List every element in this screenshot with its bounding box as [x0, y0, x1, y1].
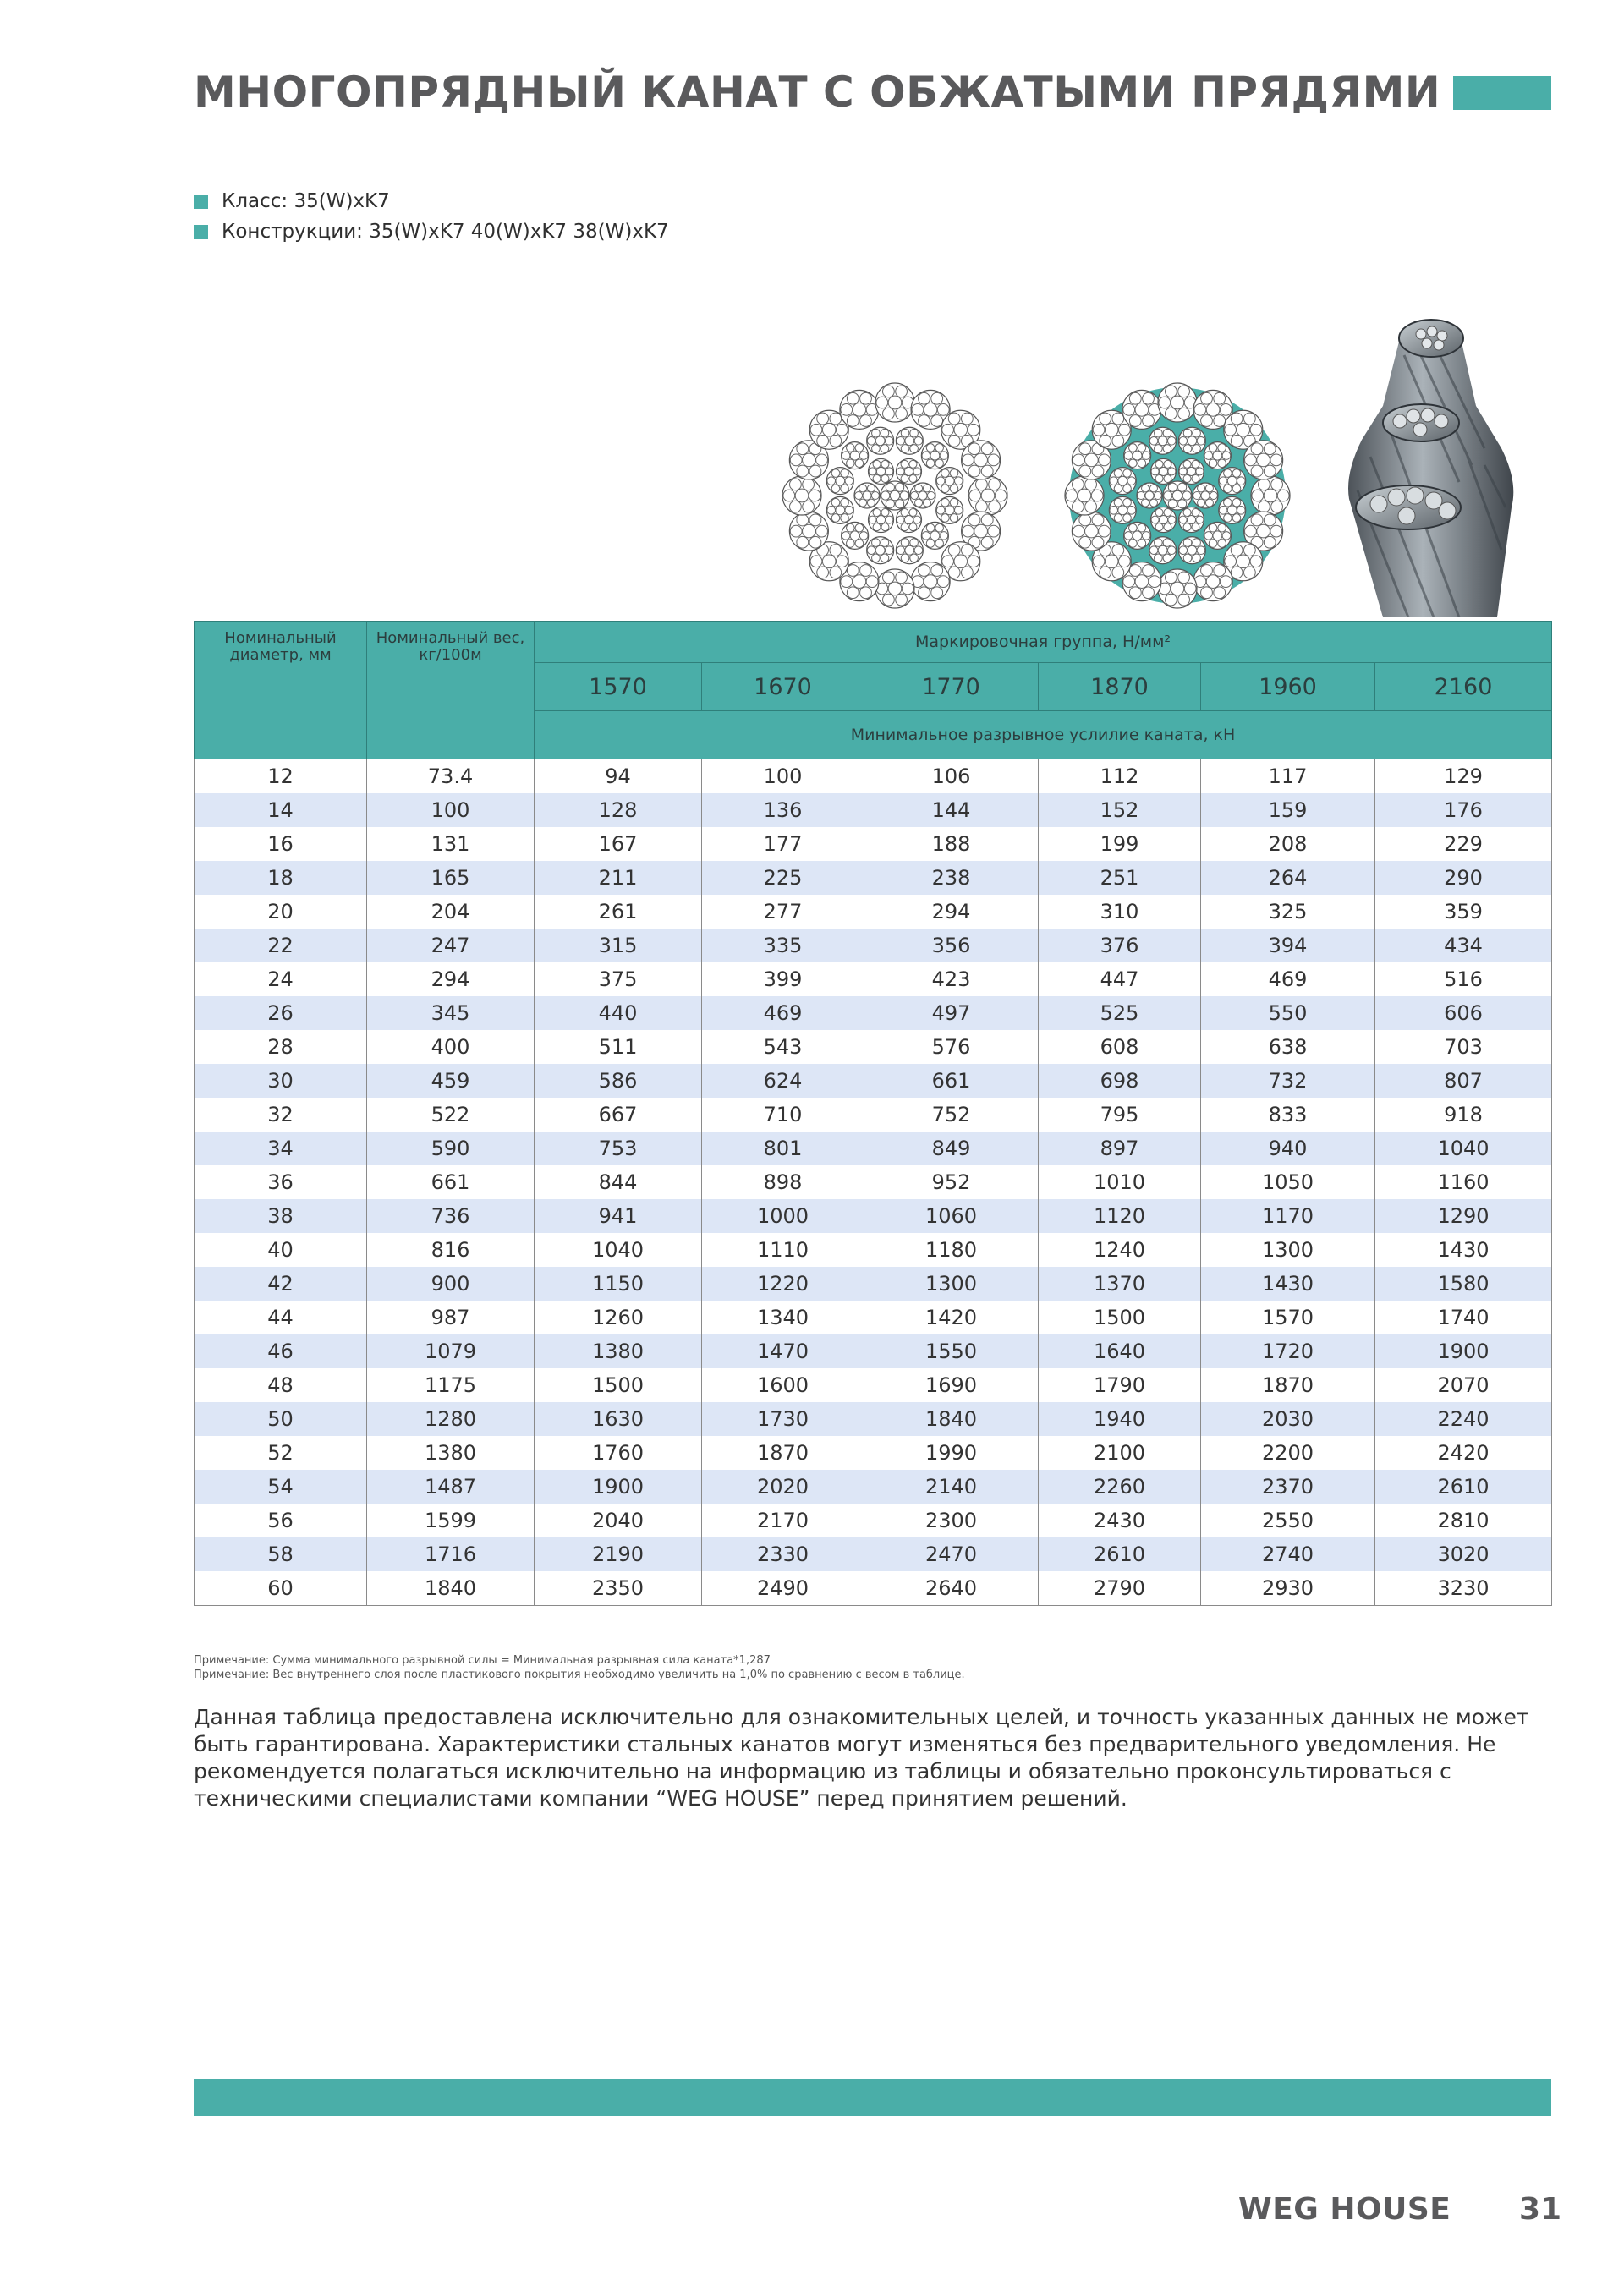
cell-force: 586	[535, 1064, 702, 1098]
cell-force: 440	[535, 996, 702, 1030]
cell-diameter: 50	[195, 1402, 367, 1436]
cell-weight: 590	[367, 1132, 535, 1165]
table-row	[195, 793, 1552, 827]
cell-diameter: 42	[195, 1267, 367, 1301]
table-row	[195, 1199, 1552, 1233]
cell-force: 1220	[702, 1267, 864, 1301]
cell-force: 807	[1375, 1064, 1552, 1098]
cell-force: 375	[535, 962, 702, 996]
cell-force: 1570	[1201, 1301, 1375, 1334]
cell-force: 844	[535, 1165, 702, 1199]
cell-weight: 1487	[367, 1470, 535, 1504]
cell-force: 199	[1039, 827, 1201, 861]
header-diameter: Номинальный диаметр, мм	[195, 622, 367, 759]
cell-force: 1380	[535, 1334, 702, 1368]
table-row	[195, 996, 1552, 1030]
cell-force: 516	[1375, 962, 1552, 996]
cell-force: 801	[702, 1132, 864, 1165]
cell-force: 2640	[864, 1571, 1039, 1606]
cell-force: 394	[1201, 929, 1375, 962]
cell-force: 159	[1201, 793, 1375, 827]
cell-force: 940	[1201, 1132, 1375, 1165]
cell-force: 1170	[1201, 1199, 1375, 1233]
rope-photo-illustration	[1332, 304, 1527, 617]
cell-force: 2330	[702, 1537, 864, 1571]
table-row	[195, 1334, 1552, 1368]
bullet-square-icon	[194, 225, 208, 239]
cell-force: 2070	[1375, 1368, 1552, 1402]
cell-force: 2020	[702, 1470, 864, 1504]
cell-force: 624	[702, 1064, 864, 1098]
table-row	[195, 1470, 1552, 1504]
table-row	[195, 861, 1552, 895]
notes	[194, 1653, 965, 1682]
cell-force: 1300	[1201, 1233, 1375, 1267]
cell-force: 525	[1039, 996, 1201, 1030]
cell-force: 2930	[1201, 1571, 1375, 1606]
cell-force: 315	[535, 929, 702, 962]
cell-weight: 1079	[367, 1334, 535, 1368]
cell-force: 1740	[1375, 1301, 1552, 1334]
cell-force: 2470	[864, 1537, 1039, 1571]
cell-force: 1160	[1375, 1165, 1552, 1199]
cell-diameter: 32	[195, 1098, 367, 1132]
cell-force: 833	[1201, 1098, 1375, 1132]
cell-force: 177	[702, 827, 864, 861]
cell-force: 3020	[1375, 1537, 1552, 1571]
table-row	[195, 1098, 1552, 1132]
cell-force: 1290	[1375, 1199, 1552, 1233]
cell-force: 1600	[702, 1368, 864, 1402]
cell-force: 399	[702, 962, 864, 996]
cell-force: 638	[1201, 1030, 1375, 1064]
cell-weight: 1175	[367, 1368, 535, 1402]
cell-force: 1870	[702, 1436, 864, 1470]
header-force: Минимальное разрывное услилие каната, кН	[535, 711, 1552, 759]
table-row	[195, 895, 1552, 929]
cell-weight: 247	[367, 929, 535, 962]
table-row	[195, 1436, 1552, 1470]
cell-weight: 522	[367, 1098, 535, 1132]
cell-force: 1940	[1039, 1402, 1201, 1436]
cell-force: 1340	[702, 1301, 864, 1334]
cell-force: 897	[1039, 1132, 1201, 1165]
cell-force: 667	[535, 1098, 702, 1132]
cell-force: 229	[1375, 827, 1552, 861]
cell-force: 2190	[535, 1537, 702, 1571]
cell-force: 1060	[864, 1199, 1039, 1233]
cell-force: 1760	[535, 1436, 702, 1470]
cell-diameter: 48	[195, 1368, 367, 1402]
cell-force: 2610	[1039, 1537, 1201, 1571]
table-row	[195, 1233, 1552, 1267]
cell-diameter: 26	[195, 996, 367, 1030]
table-row	[195, 1132, 1552, 1165]
cell-force: 1840	[864, 1402, 1039, 1436]
rope-cross-section-coated	[1054, 372, 1301, 619]
cell-diameter: 28	[195, 1030, 367, 1064]
cell-force: 94	[535, 759, 702, 794]
cell-force: 1430	[1201, 1267, 1375, 1301]
cell-force: 2740	[1201, 1537, 1375, 1571]
cell-diameter: 44	[195, 1301, 367, 1334]
cell-force: 277	[702, 895, 864, 929]
cell-weight: 900	[367, 1267, 535, 1301]
cell-force: 423	[864, 962, 1039, 996]
cell-weight: 1840	[367, 1571, 535, 1606]
cell-force: 261	[535, 895, 702, 929]
cell-force: 710	[702, 1098, 864, 1132]
spec-item-constructions	[194, 216, 669, 247]
spec-item-class	[194, 186, 669, 216]
cell-weight: 1280	[367, 1402, 535, 1436]
cell-force: 3230	[1375, 1571, 1552, 1606]
cell-diameter: 36	[195, 1165, 367, 1199]
cell-force: 1720	[1201, 1334, 1375, 1368]
cell-force: 1580	[1375, 1267, 1552, 1301]
cell-weight: 1599	[367, 1504, 535, 1537]
cell-force: 2170	[702, 1504, 864, 1537]
cell-force: 1550	[864, 1334, 1039, 1368]
note-line: Примечание: Сумма минимального разрывной силы = Минимальная разрывная сила каната*1,287	[194, 1654, 771, 1667]
cell-diameter: 52	[195, 1436, 367, 1470]
cell-force: 2240	[1375, 1402, 1552, 1436]
cell-weight: 1380	[367, 1436, 535, 1470]
cell-force: 2370	[1201, 1470, 1375, 1504]
cell-force: 698	[1039, 1064, 1201, 1098]
cell-force: 2610	[1375, 1470, 1552, 1504]
cell-force: 1730	[702, 1402, 864, 1436]
cell-weight: 459	[367, 1064, 535, 1098]
cell-diameter: 14	[195, 793, 367, 827]
spec-list	[194, 186, 669, 247]
spec-constructions-text: Конструкции: 35(W)xK7 40(W)xK7 38(W)xK7	[222, 221, 669, 243]
cell-force: 1990	[864, 1436, 1039, 1470]
table-row	[195, 962, 1552, 996]
cell-force: 795	[1039, 1098, 1201, 1132]
cell-force: 1900	[1375, 1334, 1552, 1368]
note-line: Примечание: Вес внутреннего слоя после пластикового покрытия необходимо увеличить на 1,0% по сравнению с весом в таблице.	[194, 1669, 965, 1681]
cell-diameter: 46	[195, 1334, 367, 1368]
cell-force: 2350	[535, 1571, 702, 1606]
cell-force: 2300	[864, 1504, 1039, 1537]
cell-force: 753	[535, 1132, 702, 1165]
cell-force: 144	[864, 793, 1039, 827]
cell-force: 129	[1375, 759, 1552, 794]
cell-force: 2040	[535, 1504, 702, 1537]
cell-force: 918	[1375, 1098, 1552, 1132]
cell-force: 2200	[1201, 1436, 1375, 1470]
cell-force: 1040	[1375, 1132, 1552, 1165]
cell-force: 576	[864, 1030, 1039, 1064]
title-accent-bar	[1453, 76, 1551, 110]
table-row	[195, 1030, 1552, 1064]
header-grade: 1770	[864, 663, 1039, 711]
cell-force: 294	[864, 895, 1039, 929]
table-row	[195, 1368, 1552, 1402]
cell-diameter: 38	[195, 1199, 367, 1233]
cell-force: 1900	[535, 1470, 702, 1504]
header-grade: 1870	[1039, 663, 1201, 711]
cell-weight: 400	[367, 1030, 535, 1064]
cell-force: 310	[1039, 895, 1201, 929]
cell-force: 2490	[702, 1571, 864, 1606]
cell-force: 1050	[1201, 1165, 1375, 1199]
cell-force: 898	[702, 1165, 864, 1199]
bullet-square-icon	[194, 195, 208, 209]
header-grade-group: Маркировочная группа, Н/мм²	[535, 622, 1552, 663]
spec-class-text: Класс: 35(W)xK7	[222, 190, 390, 212]
page-title: МНОГОПРЯДНЫЙ КАНАТ С ОБЖАТЫМИ ПРЯДЯМИ	[194, 68, 1441, 117]
cell-force: 188	[864, 827, 1039, 861]
cell-force: 376	[1039, 929, 1201, 962]
cell-force: 1430	[1375, 1233, 1552, 1267]
cell-force: 225	[702, 861, 864, 895]
cell-force: 1150	[535, 1267, 702, 1301]
cell-force: 1790	[1039, 1368, 1201, 1402]
cell-force: 359	[1375, 895, 1552, 929]
cell-force: 1240	[1039, 1233, 1201, 1267]
cell-diameter: 54	[195, 1470, 367, 1504]
cell-force: 1500	[535, 1368, 702, 1402]
table-row	[195, 929, 1552, 962]
table-row	[195, 1504, 1552, 1537]
table-row	[195, 1301, 1552, 1334]
cell-weight: 294	[367, 962, 535, 996]
cell-force: 1470	[702, 1334, 864, 1368]
cell-force: 112	[1039, 759, 1201, 794]
cell-weight: 165	[367, 861, 535, 895]
cell-force: 1630	[535, 1402, 702, 1436]
footer-accent-bar	[194, 2079, 1551, 2116]
cell-force: 335	[702, 929, 864, 962]
cell-force: 290	[1375, 861, 1552, 895]
cell-force: 1500	[1039, 1301, 1201, 1334]
header-grade: 1670	[702, 663, 864, 711]
cell-weight: 345	[367, 996, 535, 1030]
cell-force: 1110	[702, 1233, 864, 1267]
rope-data-table	[194, 621, 1552, 1606]
cell-force: 208	[1201, 827, 1375, 861]
cell-force: 661	[864, 1064, 1039, 1098]
cell-force: 447	[1039, 962, 1201, 996]
cell-force: 608	[1039, 1030, 1201, 1064]
cell-force: 1870	[1201, 1368, 1375, 1402]
table-row	[195, 1267, 1552, 1301]
cell-weight: 661	[367, 1165, 535, 1199]
cell-force: 732	[1201, 1064, 1375, 1098]
cell-force: 2420	[1375, 1436, 1552, 1470]
cell-force: 2810	[1375, 1504, 1552, 1537]
table-row	[195, 1165, 1552, 1199]
cell-force: 434	[1375, 929, 1552, 962]
disclaimer-paragraph: Данная таблица предоставлена исключительно для ознакомительных целей, и точность указанных данных не может быть гарантирована. Характеристики стальных канатов могут изменяться без предварительного уведомления. Не рекомендуется полагаться исключительно на информацию из таблицы и обязательно проконсультироваться с техническими специалистами компании “WEG HOUSE” перед принятием решений.	[194, 1705, 1529, 1811]
cell-force: 117	[1201, 759, 1375, 794]
cell-force: 606	[1375, 996, 1552, 1030]
rope-cross-section-plain	[771, 372, 1018, 619]
cell-force: 2430	[1039, 1504, 1201, 1537]
cell-force: 469	[1201, 962, 1375, 996]
cell-force: 238	[864, 861, 1039, 895]
cell-force: 952	[864, 1165, 1039, 1199]
cell-force: 1180	[864, 1233, 1039, 1267]
cell-weight: 816	[367, 1233, 535, 1267]
cell-force: 251	[1039, 861, 1201, 895]
cell-force: 469	[702, 996, 864, 1030]
header-weight: Номинальный вес, кг/100м	[367, 622, 535, 759]
cell-force: 2260	[1039, 1470, 1201, 1504]
cell-force: 211	[535, 861, 702, 895]
cell-force: 106	[864, 759, 1039, 794]
cell-diameter: 12	[195, 759, 367, 794]
table-row	[195, 1537, 1552, 1571]
table-row	[195, 759, 1552, 794]
cell-force: 1010	[1039, 1165, 1201, 1199]
cell-force: 752	[864, 1098, 1039, 1132]
cell-force: 1420	[864, 1301, 1039, 1334]
cell-force: 264	[1201, 861, 1375, 895]
header-grade: 2160	[1375, 663, 1552, 711]
table-body	[195, 759, 1552, 1606]
cell-weight: 987	[367, 1301, 535, 1334]
cell-force: 176	[1375, 793, 1552, 827]
cell-weight: 736	[367, 1199, 535, 1233]
table-row	[195, 1571, 1552, 1606]
cell-weight: 1716	[367, 1537, 535, 1571]
cell-force: 2550	[1201, 1504, 1375, 1537]
cell-force: 703	[1375, 1030, 1552, 1064]
cell-force: 1120	[1039, 1199, 1201, 1233]
cell-force: 100	[702, 759, 864, 794]
cell-diameter: 22	[195, 929, 367, 962]
page-number: 31	[1519, 2192, 1562, 2227]
cell-diameter: 16	[195, 827, 367, 861]
cell-force: 2140	[864, 1470, 1039, 1504]
cell-force: 2030	[1201, 1402, 1375, 1436]
cell-force: 2100	[1039, 1436, 1201, 1470]
cell-force: 497	[864, 996, 1039, 1030]
cell-force: 1370	[1039, 1267, 1201, 1301]
cell-diameter: 24	[195, 962, 367, 996]
cell-force: 550	[1201, 996, 1375, 1030]
cell-force: 128	[535, 793, 702, 827]
cell-force: 152	[1039, 793, 1201, 827]
cell-weight: 73.4	[367, 759, 535, 794]
cell-diameter: 20	[195, 895, 367, 929]
cell-force: 1300	[864, 1267, 1039, 1301]
cell-diameter: 58	[195, 1537, 367, 1571]
table-row	[195, 827, 1552, 861]
cell-weight: 131	[367, 827, 535, 861]
cell-force: 941	[535, 1199, 702, 1233]
cell-force: 167	[535, 827, 702, 861]
cell-force: 136	[702, 793, 864, 827]
table-row	[195, 1064, 1552, 1098]
cell-force: 849	[864, 1132, 1039, 1165]
cell-force: 1260	[535, 1301, 702, 1334]
cell-force: 2790	[1039, 1571, 1201, 1606]
cell-diameter: 30	[195, 1064, 367, 1098]
cell-force: 543	[702, 1030, 864, 1064]
cell-diameter: 34	[195, 1132, 367, 1165]
header-grade: 1960	[1201, 663, 1375, 711]
cell-diameter: 56	[195, 1504, 367, 1537]
cell-diameter: 60	[195, 1571, 367, 1606]
cell-weight: 204	[367, 895, 535, 929]
cell-force: 511	[535, 1030, 702, 1064]
footer-brand: WEG HOUSE	[1238, 2192, 1451, 2227]
cell-force: 1040	[535, 1233, 702, 1267]
table-row	[195, 1402, 1552, 1436]
cell-force: 1640	[1039, 1334, 1201, 1368]
cell-diameter: 18	[195, 861, 367, 895]
header-grade: 1570	[535, 663, 702, 711]
cell-force: 1000	[702, 1199, 864, 1233]
cell-force: 356	[864, 929, 1039, 962]
cell-diameter: 40	[195, 1233, 367, 1267]
cell-weight: 100	[367, 793, 535, 827]
cell-force: 325	[1201, 895, 1375, 929]
cell-force: 1690	[864, 1368, 1039, 1402]
